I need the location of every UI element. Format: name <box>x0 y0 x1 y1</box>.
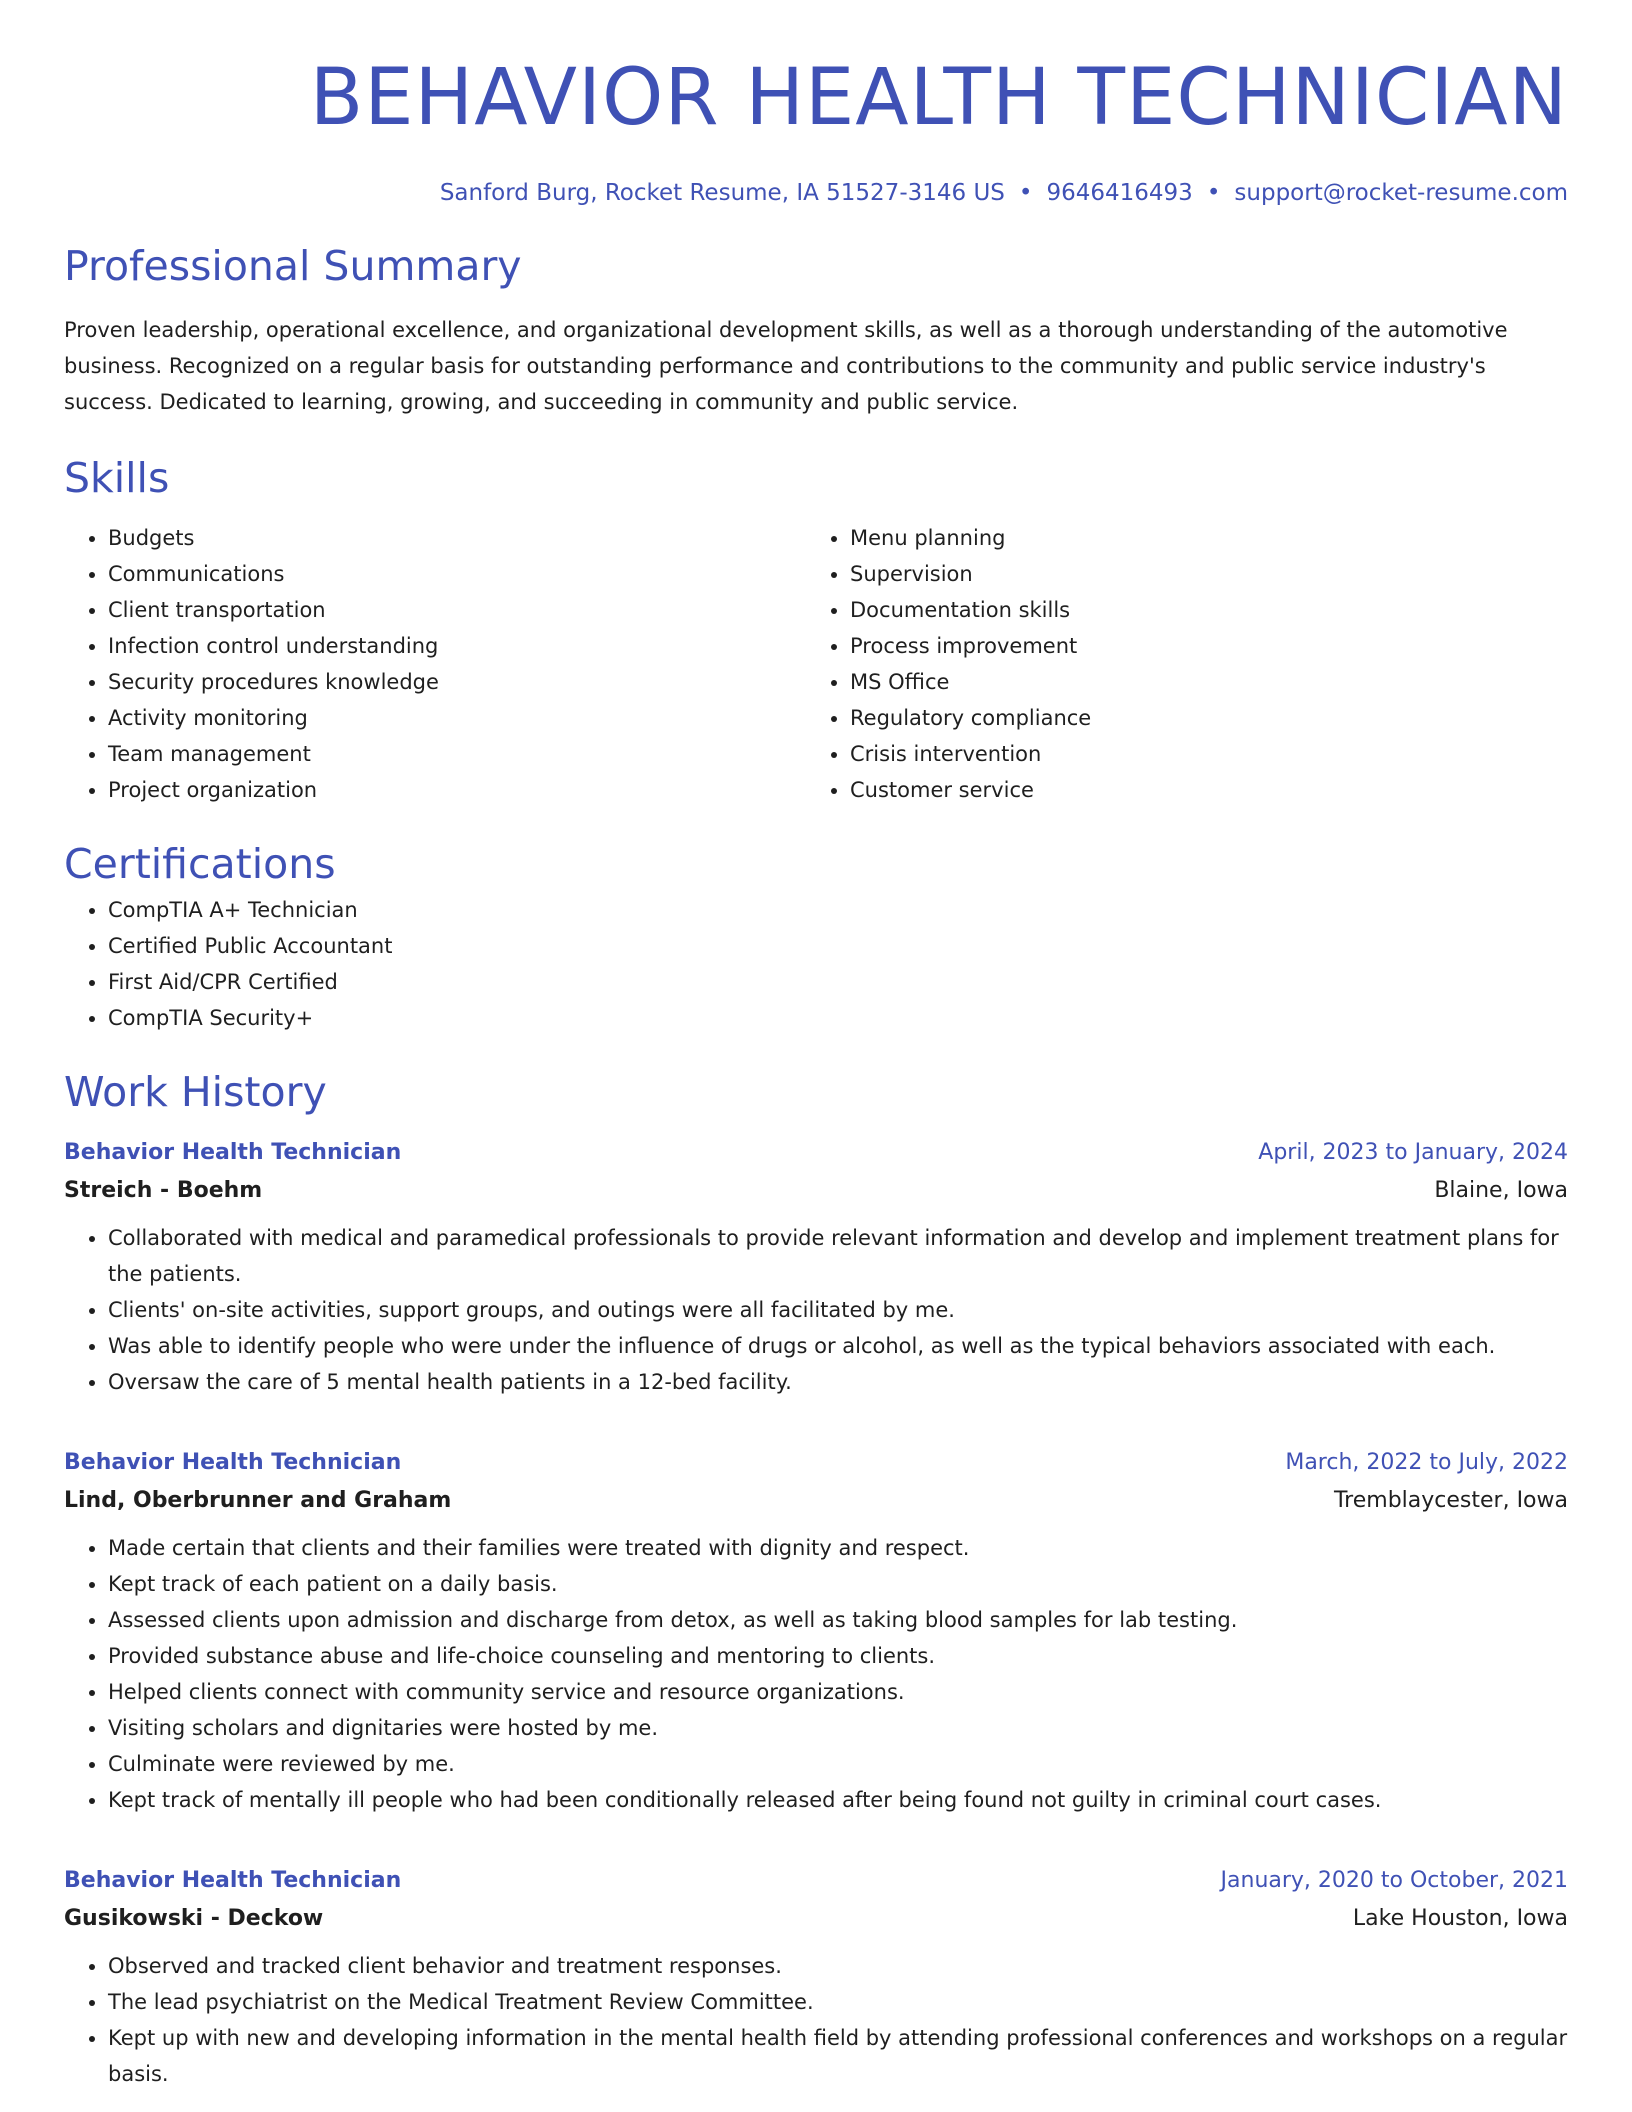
job-bullet: • Helped clients connect with community service and resource organizations. <box>108 1674 1568 1710</box>
skill-item: • MS Office <box>850 664 1548 700</box>
skills-column-left <box>64 520 806 808</box>
job-title: Behavior Health Technician <box>64 1140 402 1165</box>
job-title: Behavior Health Technician <box>64 1450 402 1475</box>
job-company-row <box>64 1900 1568 1938</box>
job-bullet: • Kept track of each patient on a daily basis. <box>108 1566 1568 1602</box>
contact-separator: • <box>1206 180 1221 206</box>
skill-item: • Process improvement <box>850 628 1548 664</box>
job-bullet: • Was able to identify people who were under the influence of drugs or alcohol, as well as the typical behaviors associated with each. <box>108 1328 1568 1364</box>
contact-phone[interactable]: 9646416493 <box>1046 180 1193 206</box>
job-company: Gusikowski - Deckow <box>64 1906 324 1931</box>
job-dates: April, 2023 to January, 2024 <box>1258 1140 1568 1165</box>
job-bullet: • Clients' on-site activities, support groups, and outings were all facilitated by me. <box>108 1292 1568 1328</box>
skill-item: • Communications <box>108 556 806 592</box>
job-bullet: • Oversaw the care of 5 mental health patients in a 12-bed facility. <box>108 1364 1568 1400</box>
job-title-row <box>64 1862 1568 1900</box>
skill-item: • Regulatory compliance <box>850 700 1548 736</box>
certifications-list <box>64 892 1568 1036</box>
job-title-row <box>64 1444 1568 1482</box>
skill-item: • Menu planning <box>850 520 1548 556</box>
skill-item: • Client transportation <box>108 592 806 628</box>
job-company-row <box>64 1172 1568 1210</box>
job-bullet: • Observed and tracked client behavior and treatment responses. <box>108 1948 1568 1984</box>
candidate-name: BEHAVIOR HEALTH TECHNICIAN <box>309 53 1568 143</box>
contact-address: Sanford Burg, Rocket Resume, IA 51527-3146 US <box>439 180 1005 206</box>
job-location: Lake Houston, Iowa <box>1352 1906 1568 1931</box>
job-bullets <box>64 1948 1568 2092</box>
skills-grid <box>64 520 1568 808</box>
job-company-row <box>64 1482 1568 1520</box>
certification-item: • Certified Public Accountant <box>108 928 1568 964</box>
summary-text: Proven leadership, operational excellence, and organizational development skills, as well as a thorough understanding of the automotive business. Recognized on a regular basis for outstanding performance and contributions to the community and public service industry's success. Dedicated to learning, growing, and succeeding in community and public service. <box>64 318 1508 414</box>
contact-separator: • <box>1018 180 1033 206</box>
skill-item: • Customer service <box>850 772 1548 808</box>
certifications-heading: Certifications <box>64 840 336 888</box>
job-bullet: • Made certain that clients and their families were treated with dignity and respect. <box>108 1530 1568 1566</box>
skill-item: • Security procedures knowledge <box>108 664 806 700</box>
job-entry <box>64 1444 1568 1818</box>
work-history-heading: Work History <box>64 1068 327 1116</box>
job-company: Lind, Oberbrunner and Graham <box>64 1488 452 1513</box>
skill-item: • Team management <box>108 736 806 772</box>
job-bullet: • The lead psychiatrist on the Medical Treatment Review Committee. <box>108 1984 1568 2020</box>
job-company: Streich - Boehm <box>64 1178 263 1203</box>
job-title: Behavior Health Technician <box>64 1868 402 1893</box>
job-bullets <box>64 1220 1568 1400</box>
contact-email[interactable]: support@rocket-resume.com <box>1234 180 1568 206</box>
certification-item: • First Aid/CPR Certified <box>108 964 1568 1000</box>
skill-item: • Crisis intervention <box>850 736 1548 772</box>
skill-item: • Infection control understanding <box>108 628 806 664</box>
job-bullet: • Assessed clients upon admission and discharge from detox, as well as taking blood samples for lab testing. <box>108 1602 1568 1638</box>
job-bullet: • Kept track of mentally ill people who had been conditionally released after being found not guilty in criminal court cases. <box>108 1782 1568 1818</box>
job-bullets <box>64 1530 1568 1818</box>
job-bullet: • Visiting scholars and dignitaries were hosted by me. <box>108 1710 1568 1746</box>
job-dates: January, 2020 to October, 2021 <box>1220 1868 1568 1893</box>
job-bullet: • Kept up with new and developing information in the mental health field by attending professional conferences and workshops on a regular basis. <box>108 2020 1568 2092</box>
skill-item: • Documentation skills <box>850 592 1548 628</box>
job-entry <box>64 1862 1568 2092</box>
job-dates: March, 2022 to July, 2022 <box>1285 1450 1568 1475</box>
skill-item: • Supervision <box>850 556 1548 592</box>
skill-item: • Budgets <box>108 520 806 556</box>
certification-item: • CompTIA Security+ <box>108 1000 1568 1036</box>
certification-item: • CompTIA A+ Technician <box>108 892 1568 928</box>
job-bullet: • Culminate were reviewed by me. <box>108 1746 1568 1782</box>
skill-item: • Project organization <box>108 772 806 808</box>
skills-column-right <box>806 520 1548 808</box>
job-bullet: • Collaborated with medical and paramedical professionals to provide relevant information and develop and implement treatment plans for the patients. <box>108 1220 1568 1292</box>
summary-heading: Professional Summary <box>64 242 522 290</box>
job-entry <box>64 1134 1568 1400</box>
job-location: Tremblaycester, Iowa <box>1333 1488 1568 1513</box>
job-bullet: • Provided substance abuse and life-choice counseling and mentoring to clients. <box>108 1638 1568 1674</box>
job-title-row <box>64 1134 1568 1172</box>
contact-line <box>64 176 1568 210</box>
skills-heading: Skills <box>64 454 170 502</box>
skill-item: • Activity monitoring <box>108 700 806 736</box>
job-location: Blaine, Iowa <box>1434 1178 1568 1203</box>
